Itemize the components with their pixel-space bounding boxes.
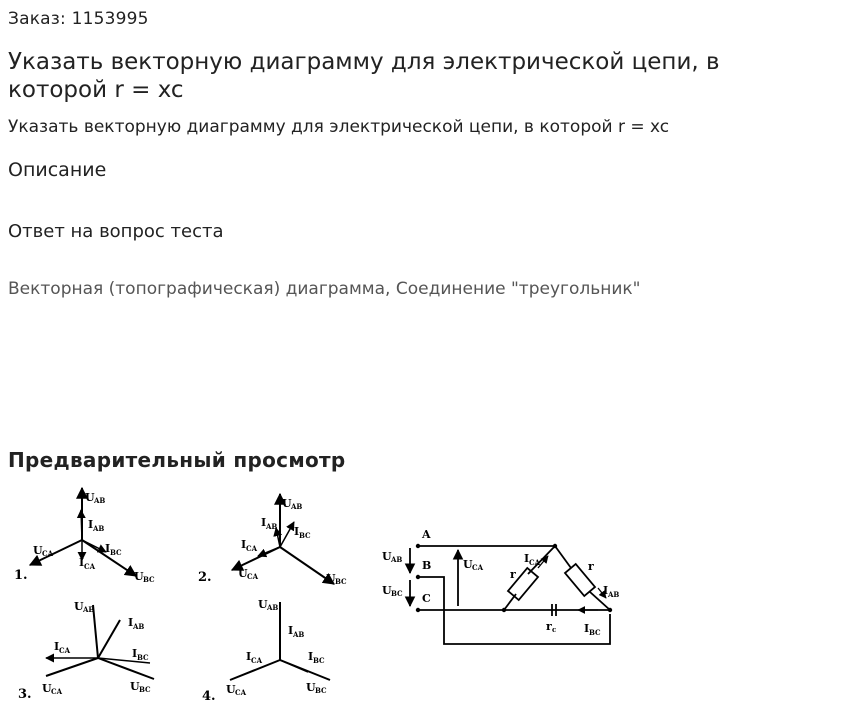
svg-text:I: I (105, 542, 111, 555)
svg-text:CA: CA (472, 563, 484, 572)
preview-figure (8, 480, 648, 710)
svg-text:BC: BC (335, 577, 347, 586)
svg-text:I: I (128, 616, 134, 629)
question-text: Указать векторную диаграмму для электрической цепи, в которой r = xc (8, 117, 670, 137)
description-heading: Описание (8, 159, 107, 181)
svg-text:U: U (306, 681, 316, 694)
svg-text:AB: AB (83, 605, 95, 614)
page-title: Указать векторную диаграмму для электрической цепи, в которой r = xc (8, 49, 720, 103)
svg-text:I: I (132, 647, 138, 660)
svg-text:U: U (282, 497, 292, 510)
preview-heading: Предварительный просмотр (8, 448, 346, 472)
svg-text:U: U (382, 584, 392, 597)
svg-text:I: I (308, 650, 314, 663)
svg-text:AB: AB (391, 555, 403, 564)
svg-text:I: I (261, 516, 267, 529)
svg-text:U: U (74, 600, 84, 613)
vector-diagrams-and-circuit (8, 480, 648, 710)
svg-text:U: U (134, 570, 144, 583)
svg-text:BC: BC (139, 685, 151, 694)
svg-text:CA: CA (42, 549, 54, 558)
svg-text:U: U (326, 572, 336, 585)
svg-text:AB: AB (267, 603, 279, 612)
svg-text:I: I (288, 624, 294, 637)
svg-text:I: I (294, 525, 300, 538)
svg-text:BC: BC (315, 686, 327, 695)
svg-text:U: U (130, 680, 140, 693)
answer-text: Векторная (топографическая) диаграмма, Соединение "треугольник" (8, 279, 641, 299)
svg-text:I: I (79, 556, 85, 569)
svg-text:AB: AB (133, 622, 145, 631)
vector-diagram-2-labels (198, 497, 347, 586)
svg-text:A: A (422, 528, 431, 541)
svg-text:C: C (422, 592, 431, 605)
svg-text:c: c (552, 625, 557, 634)
svg-text:AB: AB (266, 522, 278, 531)
svg-text:I: I (246, 650, 252, 663)
svg-text:U: U (42, 682, 52, 695)
svg-text:BC: BC (143, 575, 155, 584)
svg-text:1.: 1. (14, 568, 28, 583)
svg-text:r: r (588, 560, 594, 573)
svg-text:r: r (546, 620, 552, 633)
vector-diagram-4-labels (202, 598, 327, 704)
svg-text:4.: 4. (202, 689, 216, 704)
svg-text:CA: CA (84, 562, 96, 571)
svg-text:BC: BC (137, 653, 149, 662)
vector-diagram-3 (46, 605, 154, 679)
svg-text:BC: BC (589, 628, 601, 637)
svg-text:CA: CA (51, 687, 63, 696)
svg-text:CA: CA (246, 544, 258, 553)
svg-text:U: U (463, 558, 473, 571)
vector-diagram-4 (230, 602, 330, 680)
svg-text:3.: 3. (18, 687, 32, 702)
svg-text:I: I (524, 552, 530, 565)
order-number: Заказ: 1153995 (8, 9, 149, 29)
svg-text:U: U (226, 683, 236, 696)
svg-text:U: U (238, 567, 248, 580)
svg-text:I: I (603, 584, 609, 597)
svg-text:AB: AB (291, 502, 303, 511)
svg-text:BC: BC (391, 589, 403, 598)
svg-text:CA: CA (247, 572, 259, 581)
svg-text:BC: BC (299, 531, 311, 540)
svg-text:I: I (54, 640, 60, 653)
svg-text:AB: AB (94, 496, 106, 505)
svg-text:2.: 2. (198, 570, 212, 585)
svg-text:B: B (422, 559, 432, 572)
svg-text:U: U (85, 491, 95, 504)
delta-circuit (410, 546, 610, 644)
vector-diagram-3-labels (18, 600, 151, 702)
svg-text:CA: CA (251, 656, 263, 665)
answer-heading: Ответ на вопрос теста (8, 221, 224, 242)
svg-text:BC: BC (110, 548, 122, 557)
svg-text:I: I (88, 518, 94, 531)
svg-text:U: U (382, 550, 392, 563)
svg-text:r: r (510, 568, 516, 581)
svg-text:AB: AB (93, 524, 105, 533)
svg-text:AB: AB (293, 630, 305, 639)
svg-text:BC: BC (313, 656, 325, 665)
svg-text:CA: CA (235, 688, 247, 697)
svg-text:U: U (33, 544, 43, 557)
svg-text:CA: CA (529, 558, 541, 567)
svg-text:AB: AB (608, 590, 620, 599)
svg-text:U: U (258, 598, 268, 611)
svg-text:I: I (584, 622, 590, 635)
svg-text:CA: CA (59, 646, 71, 655)
vector-diagram-1-labels (14, 491, 155, 584)
svg-text:I: I (241, 538, 247, 551)
